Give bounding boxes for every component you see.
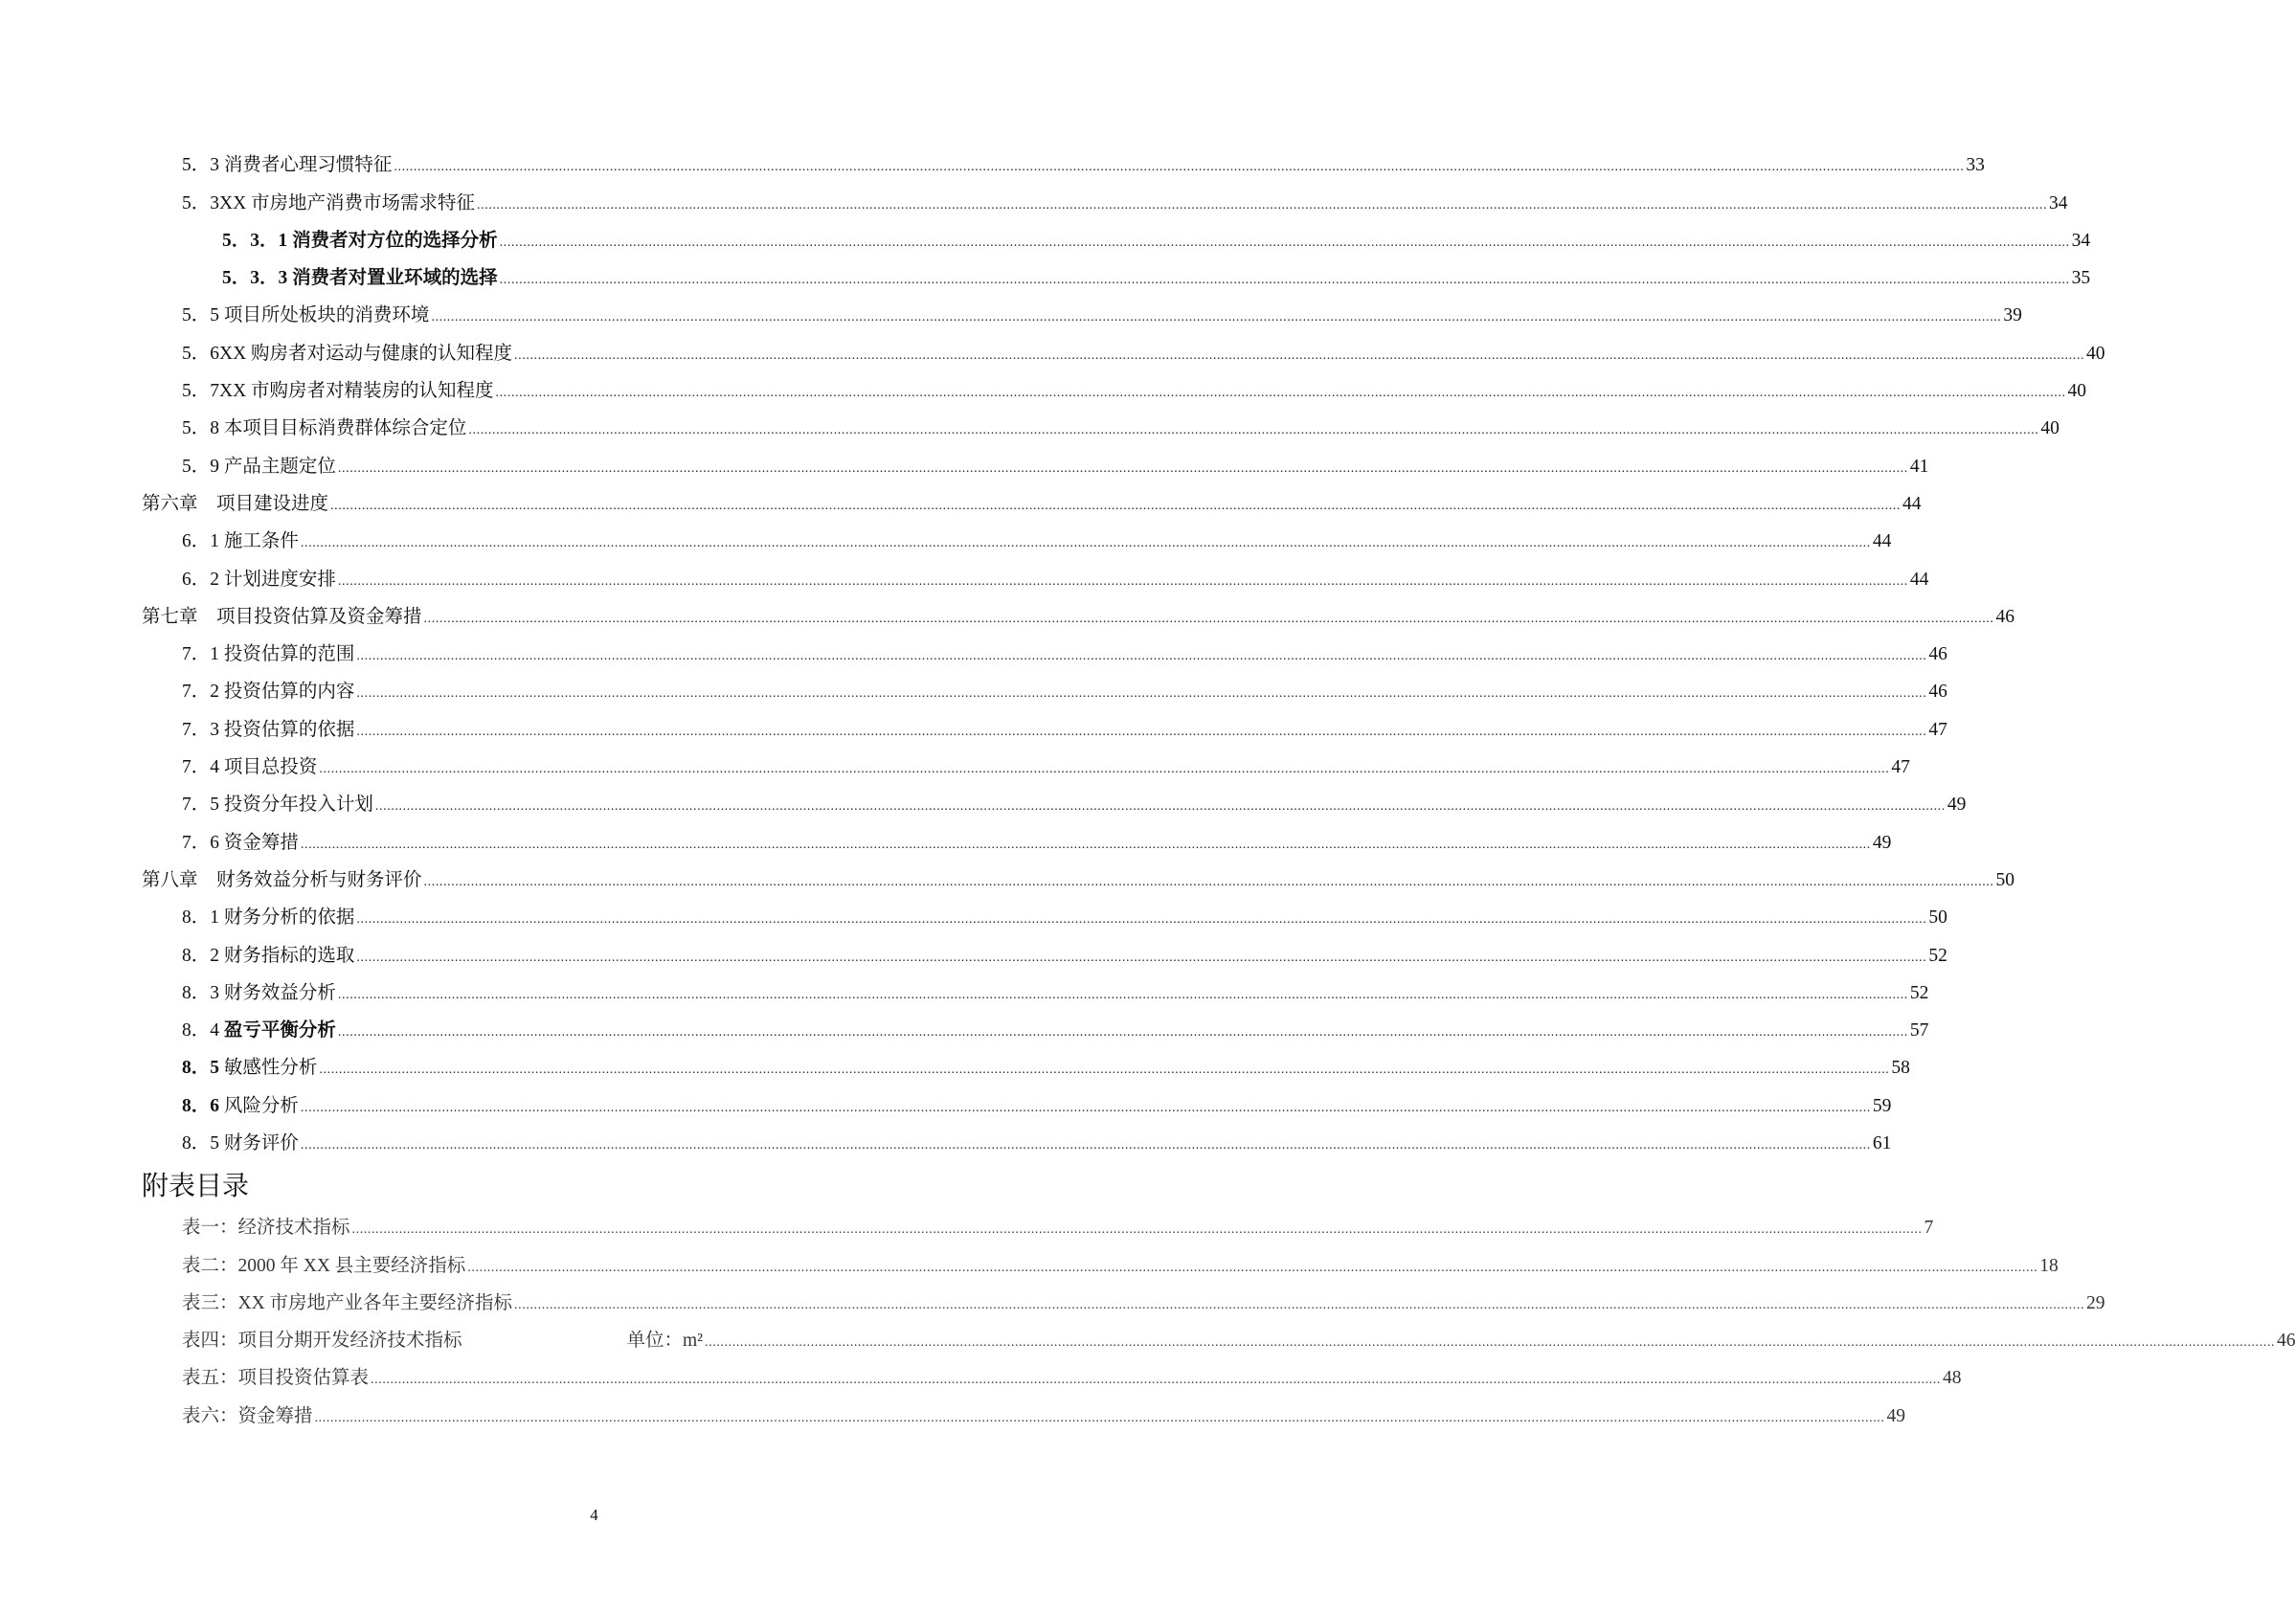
appendix-entry[interactable] — [0, 1242, 2059, 1279]
toc-entry-label: 5．3XX 市房地产消费市场需求特征 — [182, 192, 476, 213]
toc-entry-page: 52 — [1909, 982, 1929, 1003]
toc-entry[interactable] — [0, 1007, 1929, 1044]
toc-entry-label: 5．9 产品主题定位 — [182, 456, 336, 477]
appendix-entry-page: 49 — [1886, 1405, 1906, 1426]
toc-entry-label: 7．5 投资分年投入计划 — [182, 795, 373, 816]
toc-entry[interactable] — [0, 329, 2105, 367]
toc-entry-page: 49 — [1872, 832, 1892, 853]
dot-leader: ................................................................................................................................................................................................................................................................................................................................................................................................................ — [319, 1063, 1890, 1078]
toc-entry-label: 8．3 财务效益分析 — [182, 982, 336, 1003]
toc-entry-page: 59 — [1872, 1095, 1892, 1116]
appendix-entry-page: 48 — [1943, 1368, 1962, 1389]
toc-entry-label: 8．4 盈亏平衡分析 — [182, 1020, 336, 1041]
toc-entry-page: 44 — [1909, 569, 1929, 590]
toc-entry-page: 47 — [1928, 719, 1947, 740]
toc-entry[interactable] — [0, 518, 1892, 555]
toc-entry-label: 8．2 财务指标的选取 — [182, 945, 355, 966]
toc-entry-page: 57 — [1909, 1020, 1929, 1041]
toc-entry-label: 7．4 项目总投资 — [182, 757, 318, 778]
toc-entry-label: 8．5 敏感性分析 — [182, 1058, 318, 1079]
toc-entry-page: 47 — [1891, 757, 1910, 778]
toc-entry-page: 44 — [1902, 493, 1922, 514]
dot-leader: ................................................................................................................................................................................................................................................................................................................................................................................................................ — [337, 573, 1908, 589]
appendix-entry[interactable] — [0, 1392, 1906, 1429]
toc-entry-page: 52 — [1928, 945, 1947, 966]
appendix-title: 附表目录 — [142, 1170, 250, 1201]
toc-entry-label: 7．3 投资估算的依据 — [182, 719, 355, 740]
dot-leader: ................................................................................................................................................................................................................................................................................................................................................................................................................ — [314, 1410, 1885, 1425]
dot-leader: ................................................................................................................................................................................................................................................................................................................................................................................................................ — [495, 386, 2066, 401]
toc-entry-label: 8．5 财务评价 — [182, 1133, 299, 1154]
appendix-entry[interactable] — [0, 1317, 2296, 1355]
appendix-entry-page: 29 — [2086, 1292, 2105, 1313]
toc-entry[interactable] — [0, 744, 1910, 781]
toc-entry[interactable] — [0, 781, 1967, 818]
toc-entry[interactable] — [0, 1082, 1892, 1119]
toc-entry[interactable] — [0, 555, 1929, 593]
toc-entry-page: 35 — [2071, 268, 2091, 289]
dot-leader: ................................................................................................................................................................................................................................................................................................................................................................................................................ — [337, 987, 1908, 1002]
dot-leader: ................................................................................................................................................................................................................................................................................................................................................................................................................ — [356, 649, 1927, 664]
dot-leader: ................................................................................................................................................................................................................................................................................................................................................................................................................ — [431, 310, 2002, 325]
dot-leader: ................................................................................................................................................................................................................................................................................................................................................................................................................ — [337, 460, 1908, 476]
toc-entry-label: 5．8 本项目目标消费群体综合定位 — [182, 418, 467, 439]
toc-entry[interactable] — [0, 1044, 1910, 1082]
appendix-entry-label: 表三：XX 市房地产业各年主要经济指标 — [182, 1292, 513, 1313]
appendix-list — [0, 1204, 2296, 1430]
dot-leader: ................................................................................................................................................................................................................................................................................................................................................................................................................ — [356, 912, 1927, 928]
toc-entry-label: 8．1 财务分析的依据 — [182, 907, 355, 929]
toc-entry[interactable] — [0, 368, 2087, 405]
appendix-entry[interactable] — [0, 1280, 2105, 1317]
toc-entry-page: 33 — [1966, 155, 1985, 176]
appendix-entry-page: 46 — [2277, 1331, 2296, 1352]
toc-entry-page: 34 — [2071, 230, 2091, 251]
toc-entry-page: 46 — [1995, 606, 2015, 627]
toc-entry[interactable] — [0, 970, 1929, 1007]
toc-entry-page: 34 — [2049, 192, 2068, 213]
toc-entry[interactable] — [0, 442, 1929, 480]
toc-entry-page: 46 — [1928, 682, 1947, 703]
toc-entry[interactable] — [0, 405, 2060, 442]
toc-entry-page: 50 — [1995, 869, 2015, 890]
dot-leader: ................................................................................................................................................................................................................................................................................................................................................................................................................ — [477, 197, 2048, 213]
toc-entry[interactable] — [0, 481, 1922, 518]
toc-entry-label: 第八章 财务效益分析与财务评价 — [142, 869, 422, 890]
toc-entry[interactable] — [0, 705, 1947, 743]
dot-leader: ................................................................................................................................................................................................................................................................................................................................................................................................................ — [300, 1138, 1871, 1153]
toc-entry-page: 41 — [1909, 456, 1929, 477]
toc-entry[interactable] — [0, 668, 1947, 705]
toc-entry[interactable] — [0, 931, 1947, 969]
toc-entry-label: 5．3．3 消费者对置业环域的选择 — [222, 268, 498, 289]
toc-entry[interactable] — [0, 818, 1892, 856]
dot-leader: ................................................................................................................................................................................................................................................................................................................................................................................................................ — [468, 423, 2039, 438]
toc-entry-label: 5．5 项目所处板块的消费环境 — [182, 305, 430, 326]
toc-entry-label: 第七章 项目投资估算及资金筹措 — [142, 606, 422, 627]
appendix-entry[interactable] — [0, 1204, 1934, 1242]
appendix-entry-page: 18 — [2039, 1255, 2059, 1276]
toc-entry[interactable] — [0, 179, 2068, 216]
dot-leader: ................................................................................................................................................................................................................................................................................................................................................................................................................ — [351, 1222, 1923, 1238]
dot-leader: ................................................................................................................................................................................................................................................................................................................................................................................................................ — [300, 536, 1871, 551]
appendix-entry-label: 表一：经济技术指标 — [182, 1218, 350, 1239]
toc-entry-page: 40 — [2040, 418, 2060, 439]
toc-entry-page: 40 — [2067, 381, 2087, 402]
table-of-contents — [0, 142, 2105, 1157]
appendix-entry-label: 表二：2000 年 XX 县主要经济指标 — [182, 1255, 466, 1276]
toc-entry[interactable] — [0, 217, 2091, 255]
appendix-entry[interactable] — [0, 1355, 1962, 1392]
toc-entry[interactable] — [0, 857, 2015, 894]
toc-entry[interactable] — [0, 593, 2015, 631]
dot-leader: ................................................................................................................................................................................................................................................................................................................................................................................................................ — [514, 347, 2085, 363]
toc-entry[interactable] — [0, 142, 1985, 179]
toc-entry-label: 5．3．1 消费者对方位的选择分析 — [222, 230, 498, 251]
dot-leader: ................................................................................................................................................................................................................................................................................................................................................................................................................ — [423, 611, 1994, 626]
appendix-entry-unit: 单位：m² — [626, 1331, 704, 1352]
dot-leader: ................................................................................................................................................................................................................................................................................................................................................................................................................ — [356, 724, 1927, 739]
dot-leader: ................................................................................................................................................................................................................................................................................................................................................................................................................ — [371, 1373, 1942, 1388]
dot-leader: ................................................................................................................................................................................................................................................................................................................................................................................................................ — [705, 1335, 2276, 1351]
dot-leader: ................................................................................................................................................................................................................................................................................................................................................................................................................ — [337, 1025, 1908, 1041]
toc-entry-label: 8．6 风险分析 — [182, 1095, 299, 1116]
toc-entry-page: 58 — [1891, 1058, 1910, 1079]
dot-leader: ................................................................................................................................................................................................................................................................................................................................................................................................................ — [374, 799, 1946, 815]
appendix-entry-label: 表五：项目投资估算表 — [182, 1368, 370, 1389]
toc-entry-page: 39 — [2003, 305, 2022, 326]
toc-entry-label: 7．2 投资估算的内容 — [182, 682, 355, 703]
dot-leader: ................................................................................................................................................................................................................................................................................................................................................................................................................ — [394, 160, 1965, 175]
page-number: 4 — [590, 1506, 598, 1524]
toc-entry[interactable] — [0, 255, 2091, 292]
toc-entry[interactable] — [0, 1120, 1892, 1157]
toc-entry-page: 61 — [1872, 1133, 1892, 1154]
toc-entry[interactable] — [0, 292, 2022, 329]
dot-leader: ................................................................................................................................................................................................................................................................................................................................................................................................................ — [300, 837, 1871, 852]
dot-leader: ................................................................................................................................................................................................................................................................................................................................................................................................................ — [499, 273, 2070, 288]
toc-entry-label: 7．1 投资估算的范围 — [182, 644, 355, 665]
toc-entry-label: 6．2 计划进度安排 — [182, 569, 336, 590]
toc-entry-label: 5．6XX 购房者对运动与健康的认知程度 — [182, 343, 513, 364]
appendix-entry-page: 7 — [1924, 1218, 1934, 1239]
dot-leader: ................................................................................................................................................................................................................................................................................................................................................................................................................ — [423, 874, 1994, 889]
dot-leader: ................................................................................................................................................................................................................................................................................................................................................................................................................ — [356, 686, 1927, 702]
dot-leader: ................................................................................................................................................................................................................................................................................................................................................................................................................ — [356, 950, 1927, 965]
toc-entry-label: 5．7XX 市购房者对精装房的认知程度 — [182, 381, 494, 402]
appendix-entry-label: 表六：资金筹措 — [182, 1405, 313, 1426]
dot-leader: ................................................................................................................................................................................................................................................................................................................................................................................................................ — [467, 1260, 2038, 1275]
dot-leader: ................................................................................................................................................................................................................................................................................................................................................................................................................ — [514, 1297, 2085, 1312]
toc-entry-label: 7．6 资金筹措 — [182, 832, 299, 853]
toc-entry-label: 第六章 项目建设进度 — [142, 493, 329, 514]
toc-entry[interactable] — [0, 631, 1947, 668]
dot-leader: ................................................................................................................................................................................................................................................................................................................................................................................................................ — [300, 1100, 1871, 1115]
toc-entry-label: 6．1 施工条件 — [182, 531, 299, 552]
appendix-entry-label: 表四：项目分期开发经济技术指标 — [182, 1331, 462, 1352]
dot-leader: ................................................................................................................................................................................................................................................................................................................................................................................................................ — [330, 498, 1902, 513]
toc-entry-page: 46 — [1928, 644, 1947, 665]
toc-entry-page: 44 — [1872, 531, 1892, 552]
toc-entry-label: 5．3 消费者心理习惯特征 — [182, 155, 393, 176]
toc-entry-page: 50 — [1928, 907, 1947, 929]
toc-entry-page: 40 — [2086, 343, 2105, 364]
toc-entry[interactable] — [0, 894, 1947, 931]
dot-leader: ................................................................................................................................................................................................................................................................................................................................................................................................................ — [499, 235, 2070, 250]
toc-entry-page: 49 — [1947, 795, 1967, 816]
dot-leader: ................................................................................................................................................................................................................................................................................................................................................................................................................ — [319, 762, 1890, 777]
